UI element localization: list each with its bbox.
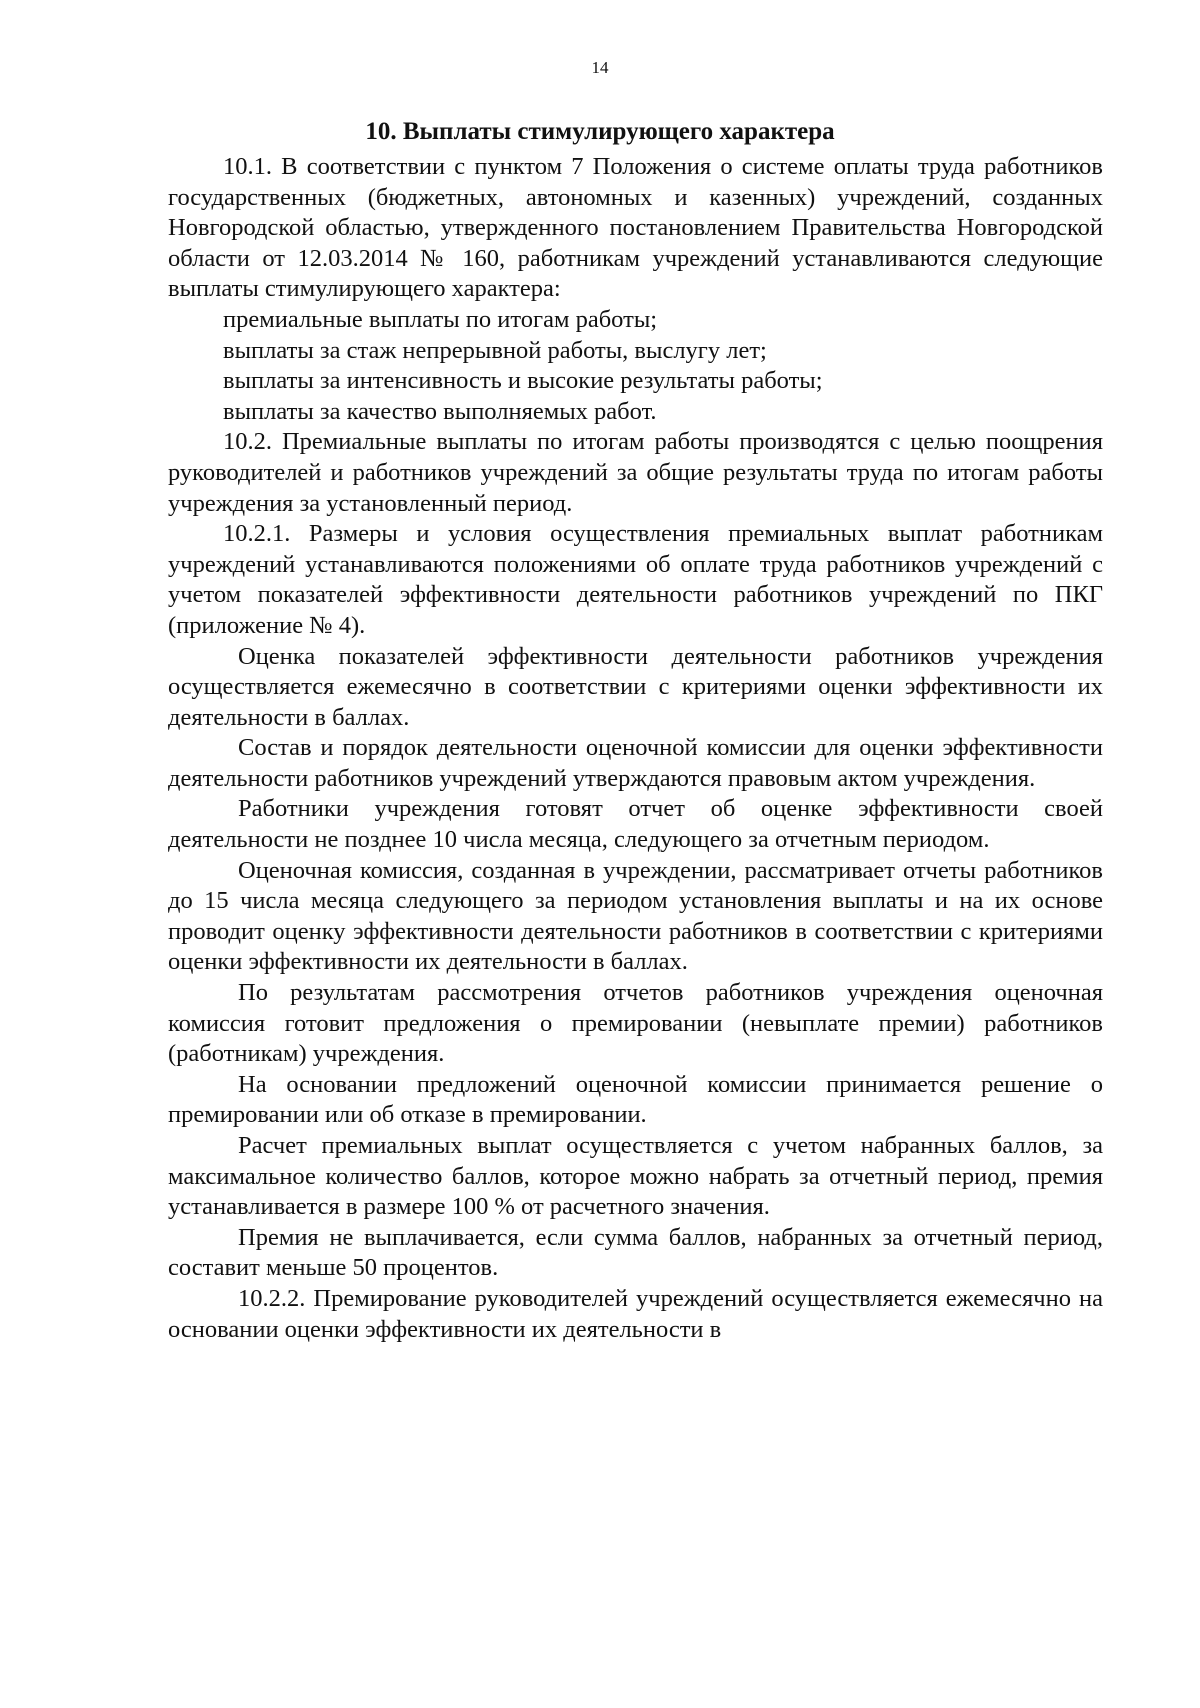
- paragraph-commission-composition: Состав и порядок деятельности оценочной комиссии для оценки эффективности деятельности работников учреждений утверждаются правовым актом учреждения.: [168, 734, 1103, 792]
- paragraph-bonus-calculation: Расчет премиальных выплат осуществляется с учетом набранных баллов, за максимальное количество баллов, которое можно набрать за отчетный период, премия устанавливается в размере 100 % от расчетного значения.: [168, 1132, 1103, 1221]
- paragraph-decision: На основании предложений оценочной комиссии принимается решение о премировании или об отказе в премировании.: [168, 1070, 1103, 1129]
- paragraph-commission-review: Оценочная комиссия, созданная в учреждении, рассматривает отчеты работников до 15 числа месяца следующего за периодом установления выплаты и на их основе проводит оценку эффективности деятельности работников в соответствии с критериями оценки эффективности их деятельности в баллах.: [168, 856, 1103, 976]
- paragraph-no-bonus: Премия не выплачивается, если сумма баллов, набранных за отчетный период, составит меньше 50 процентов.: [168, 1223, 1103, 1282]
- paragraph-10-1: 10.1. В соответствии с пунктом 7 Положения о системе оплаты труда работников государственных (бюджетных, автономных и казенных) учреждений, созданных Новгородской областью, утвержденного постановлением Правительства Новгородской области от 12.03.2014 № 160, работникам учреждений устанавливаются следующие выплаты стимулирующего характера:: [168, 153, 1103, 303]
- page-number: 14: [591, 58, 609, 77]
- paragraph-10-2: 10.2. Премиальные выплаты по итогам работы производятся с целью поощрения руководителей и работников учреждений за общие результаты труда по итогам работы учреждения за установленный период.: [168, 428, 1103, 517]
- list-item-bonus: премиальные выплаты по итогам работы;: [223, 305, 658, 333]
- document-body: [168, 152, 1103, 1345]
- list-item-quality: выплаты за качество выполняемых работ.: [223, 397, 657, 425]
- paragraph-employee-report: Работники учреждения готовят отчет об оценке эффективности своей деятельности не позднее 10 числа месяца, следующего за отчетным периодом.: [168, 795, 1103, 854]
- paragraph-10-2-2: 10.2.2. Премирование руководителей учреждений осуществляется ежемесячно на основании оценки эффективности их деятельности в: [168, 1284, 1103, 1343]
- paragraph-evaluation: Оценка показателей эффективности деятельности работников учреждения осуществляется ежемесячно в соответствии с критериями оценки эффективности их деятельности в баллах.: [168, 642, 1103, 731]
- list-item-seniority: выплаты за стаж непрерывной работы, выслугу лет;: [223, 336, 767, 364]
- paragraph-10-2-1: 10.2.1. Размеры и условия осуществления премиальных выплат работникам учреждений устанавливаются положениями об оплате труда работников учреждений с учетом показателей эффективности деятельности работников учреждений по ПКГ (приложение № 4).: [168, 520, 1103, 639]
- list-item-intensity: выплаты за интенсивность и высокие результаты работы;: [223, 367, 823, 395]
- paragraph-commission-proposals: По результатам рассмотрения отчетов работников учреждения оценочная комиссия готовит предложения о премировании (невыплате премии) работников (работникам) учреждения.: [168, 979, 1103, 1068]
- section-title: 10. Выплаты стимулирующего характера: [365, 118, 835, 145]
